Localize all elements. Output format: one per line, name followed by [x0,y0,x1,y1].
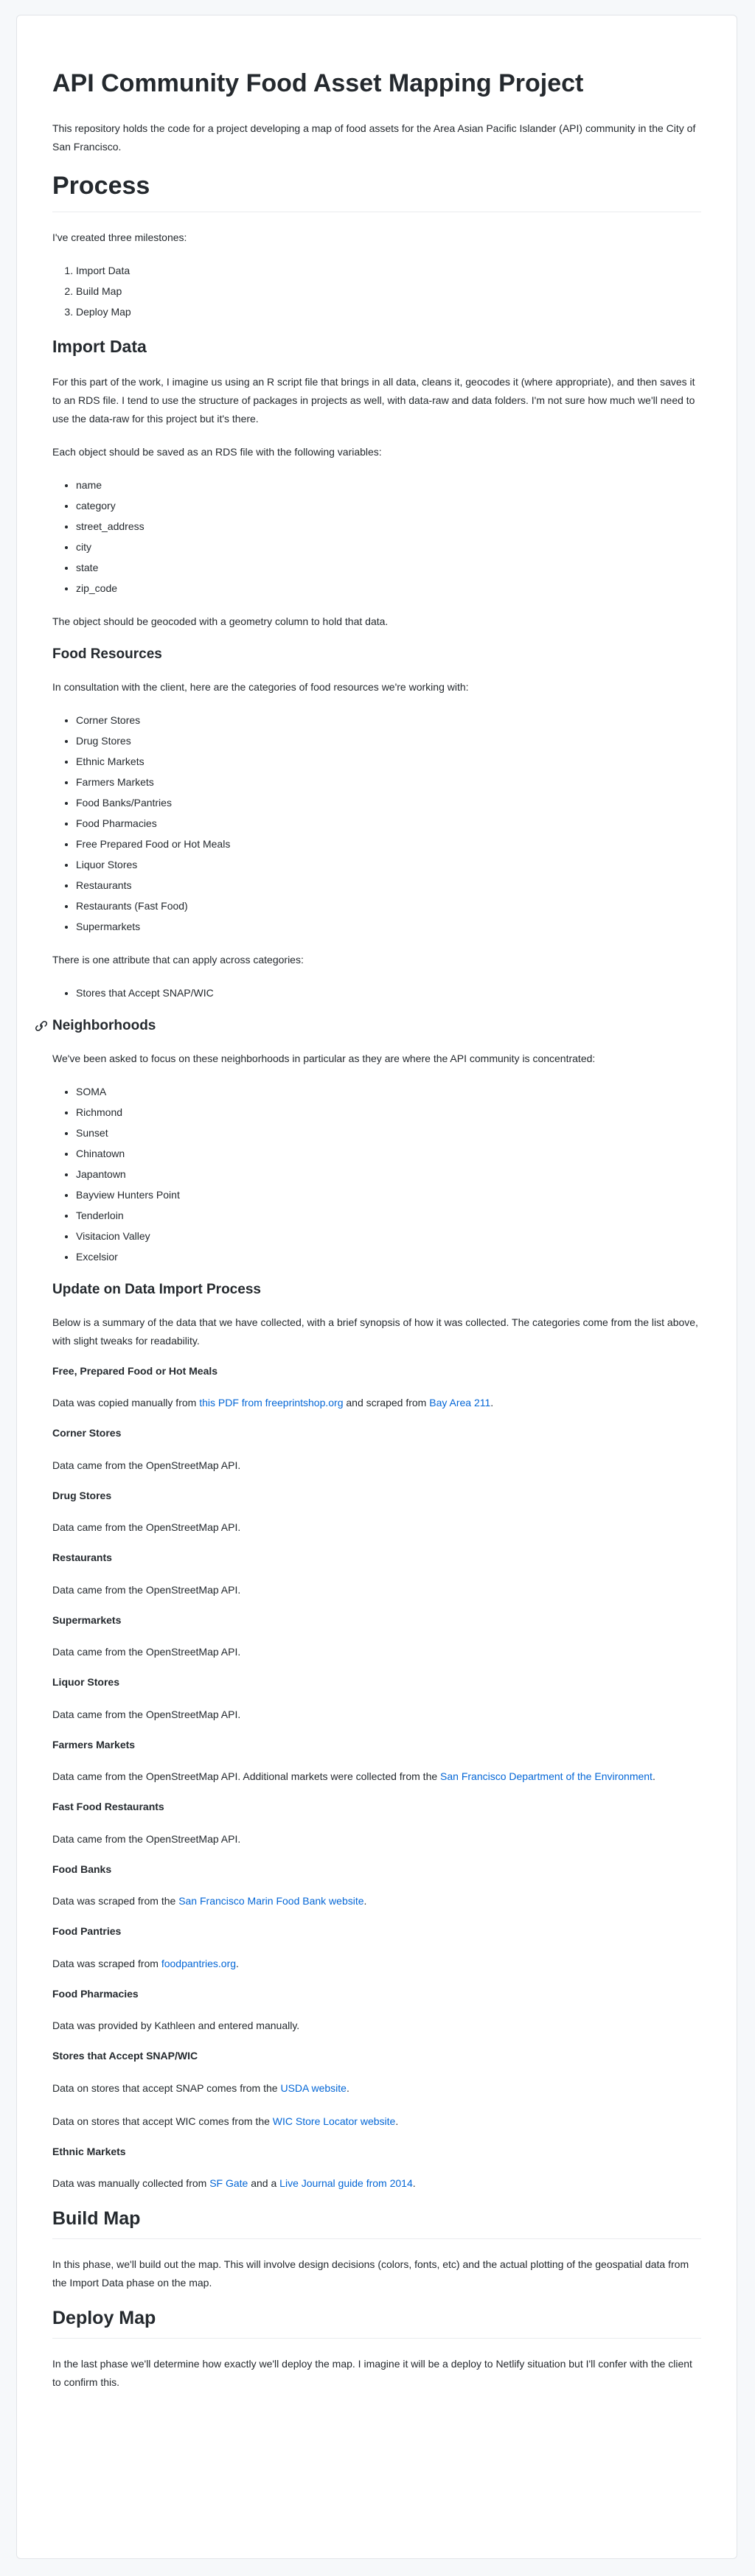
section-text-ethnic-markets [52,2174,701,2193]
section-heading-corner-stores: Corner Stores [52,1427,122,1439]
sf-environment-link[interactable]: San Francisco Department of the Environment [440,1770,653,1783]
categories-list [52,711,701,936]
milestones-intro: I've created three milestones: [52,231,187,243]
neighborhoods-list [52,1083,701,1266]
text-span: . [236,1957,239,1969]
section-heading-farmers-markets: Farmers Markets [52,1738,136,1751]
text-span: Data on stores that accept WIC comes from the [52,2115,273,2127]
list-item: • street_address [76,517,701,536]
list-item: • Restaurants [76,876,701,895]
section-text-restaurants: Data came from the OpenStreetMap API. [52,1583,241,1596]
import-data-paragraph: Each object should be saved as an RDS file with the following variables: [52,446,382,458]
text-span: . [346,2081,349,2094]
section-heading-supermarkets: Supermarkets [52,1613,122,1626]
update-heading: Update on Data Import Process [52,1281,261,1297]
list-item: • Stores that Accept SNAP/WIC [76,984,701,1002]
text-span: Data was scraped from [52,1957,161,1969]
build-map-text: In this phase, we'll build out the map. This will involve design decisions (colors, fonts, etc) and the actual plotting of the geospatial data from the Import Data phase on the map. [52,2258,689,2289]
page-title: API Community Food Asset Mapping Project [52,69,584,97]
neighborhoods-heading [52,1017,701,1035]
section-heading-food-pantries: Food Pantries [52,1925,122,1938]
list-item: • Restaurants (Fast Food) [76,897,701,915]
text-span: . [395,2115,399,2127]
text-span: Data came from the OpenStreetMap API. Additional markets were collected from the [52,1770,441,1783]
list-item: • state [76,559,701,577]
import-data-paragraph: For this part of the work, I imagine us using an R script file that brings in all data, cleans it, geocodes it (where appropriate), and then saves it to an RDS file. I tend to use the structure of packages in projects as well, with data-raw and data folders. I'm not sure how much we'll need to use the data-raw for this project but it's there. [52,376,695,425]
attribute-intro: There is one attribute that can apply across categories: [52,954,304,966]
freeprintshop-pdf-link[interactable]: this PDF from freeprintshop.org [199,1397,344,1409]
section-text-snap [52,2079,701,2098]
variables-list [52,476,701,598]
section-text-drug-stores: Data came from the OpenStreetMap API. [52,1521,241,1534]
section-text-food-pantries [52,1955,701,1973]
text-span: Data on stores that accept SNAP comes from the [52,2081,281,2094]
wic-store-locator-link[interactable]: WIC Store Locator website [272,2115,396,2127]
food-bank-website-link[interactable]: San Francisco Marin Food Bank website [178,1895,364,1907]
import-data-paragraph: The object should be geocoded with a geometry column to hold that data. [52,615,389,628]
list-item: • Richmond [76,1103,701,1122]
deploy-map-heading: Deploy Map [52,2307,701,2339]
food-resources-intro: In consultation with the client, here are the categories of food resources we're working with: [52,681,469,694]
list-item: • Tenderloin [76,1207,701,1225]
section-text-free-meals [52,1394,701,1412]
list-item: • Excelsior [76,1248,701,1266]
import-data-heading: Import Data [52,336,147,356]
list-item: • Chinatown [76,1145,701,1163]
section-text-food-banks [52,1892,701,1910]
section-text-farmers-markets [52,1767,701,1786]
section-heading-free-meals: Free, Prepared Food or Hot Meals [52,1364,218,1377]
section-text-supermarkets: Data came from the OpenStreetMap API. [52,1646,241,1658]
list-item: • category [76,497,701,515]
process-heading: Process [52,171,701,212]
text-span: . [363,1895,367,1907]
section-heading-restaurants: Restaurants [52,1551,112,1564]
section-heading-liquor-stores: Liquor Stores [52,1676,120,1689]
list-item: • Liquor Stores [76,856,701,874]
section-heading-drug-stores: Drug Stores [52,1489,112,1501]
list-item: 2. Build Map [76,282,701,301]
list-item: • Food Banks/Pantries [76,794,701,812]
section-heading-food-pharmacies: Food Pharmacies [52,1987,139,2000]
neighborhoods-intro: We've been asked to focus on these neighborhoods in particular as they are where the API community is concentrated: [52,1052,596,1064]
intro-text: This repository holds the code for a project developing a map of food assets for the Area Asian Pacific Islander (API) community in the City of San Francisco. [52,122,696,153]
live-journal-guide-link[interactable]: Live Journal guide from 2014 [279,2177,413,2190]
bay-area-211-link[interactable]: Bay Area 211 [429,1397,491,1409]
list-item: • Japantown [76,1165,701,1184]
readme-panel [16,15,737,2559]
section-heading-fast-food: Fast Food Restaurants [52,1801,164,1813]
food-resources-heading: Food Resources [52,646,162,663]
list-item: • name [76,476,701,495]
update-intro: Below is a summary of the data that we have collected, with a brief synopsis of how it was collected. The categories come from the list above, with slight tweaks for readability. [52,1316,698,1347]
list-item: • Farmers Markets [76,773,701,792]
text-span: and scraped from [343,1397,430,1409]
section-text-wic [52,2112,701,2131]
list-item: • Drug Stores [76,732,701,750]
list-item: • Bayview Hunters Point [76,1186,701,1204]
sf-gate-link[interactable]: SF Gate [209,2177,248,2190]
list-item: • Ethnic Markets [76,753,701,771]
text-span: Data was manually collected from [52,2177,210,2190]
section-heading-snap-wic: Stores that Accept SNAP/WIC [52,2050,198,2062]
list-item: • Sunset [76,1124,701,1142]
list-item: • Supermarkets [76,918,701,936]
section-heading-food-banks: Food Banks [52,1863,112,1875]
list-item: • zip_code [76,579,701,598]
section-text-corner-stores: Data came from the OpenStreetMap API. [52,1459,241,1471]
section-text-fast-food: Data came from the OpenStreetMap API. [52,1832,241,1845]
list-item: 1. Import Data [76,262,701,280]
text-span: . [652,1770,655,1783]
list-item: • Free Prepared Food or Hot Meals [76,835,701,854]
list-item: • SOMA [76,1083,701,1101]
link-icon[interactable] [35,1019,48,1033]
list-item: • Corner Stores [76,711,701,730]
section-heading-ethnic-markets: Ethnic Markets [52,2145,126,2157]
text-span: Data was copied manually from [52,1397,200,1409]
list-item: • Visitacion Valley [76,1227,701,1246]
usda-website-link[interactable]: USDA website [280,2081,347,2094]
section-text-liquor-stores: Data came from the OpenStreetMap API. [52,1708,241,1720]
foodpantries-link[interactable]: foodpantries.org [161,1957,237,1969]
section-text-food-pharmacies: Data was provided by Kathleen and entered manually. [52,2020,300,2032]
list-item: 3. Deploy Map [76,303,701,321]
build-map-heading: Build Map [52,2207,701,2239]
text-span: Data was scraped from the [52,1895,179,1907]
text-span: . [490,1397,494,1409]
milestones-list [52,262,701,321]
list-item: • Food Pharmacies [76,814,701,833]
attributes-list [52,984,701,1002]
deploy-map-text: In the last phase we'll determine how exactly we'll deploy the map. I imagine it will be a deploy to Netlify situation but I'll confer with the client to confirm this. [52,2358,692,2389]
list-item: • city [76,538,701,556]
neighborhoods-heading-text: Neighborhoods [52,1018,156,1034]
text-span: . [412,2177,416,2190]
text-span: and a [248,2177,280,2190]
